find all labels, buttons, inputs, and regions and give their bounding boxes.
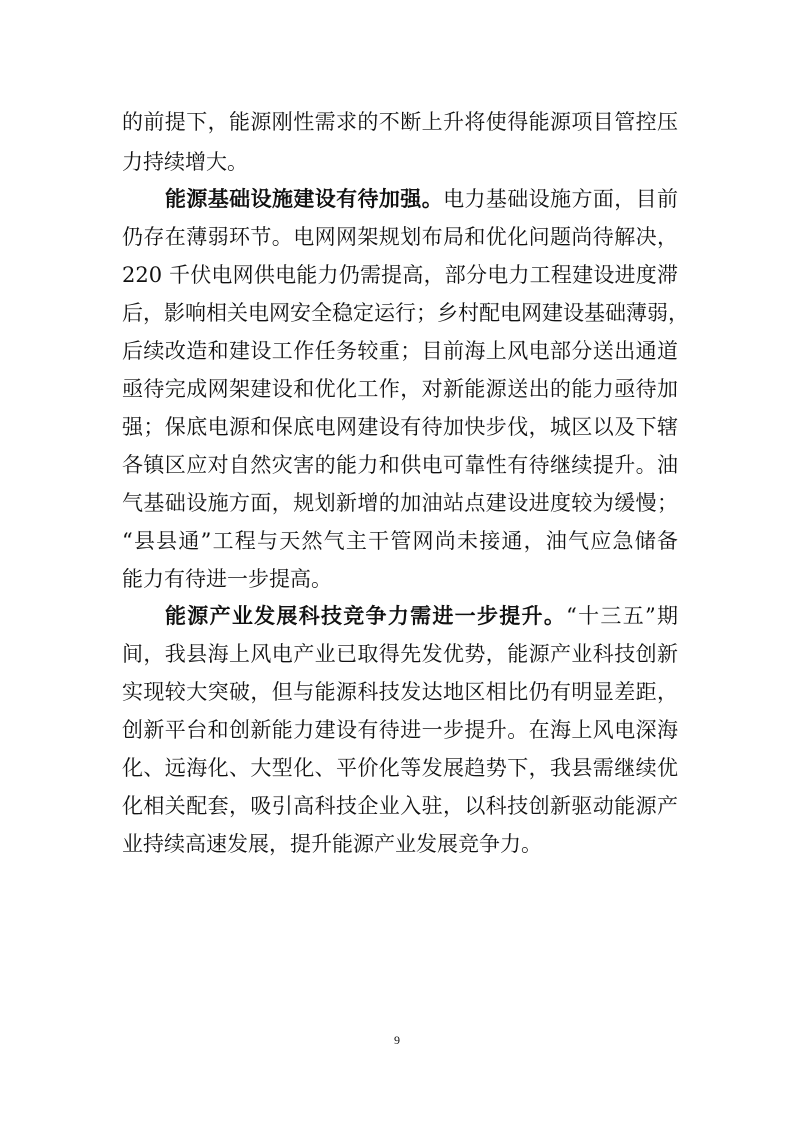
- paragraph-text: 电力基础设施方面，目前: [443, 187, 679, 211]
- paragraph-first-line: [165, 179, 678, 219]
- paragraph-line: 能力有待进一步提高。: [122, 567, 332, 591]
- paragraph-line: 后续改造和建设工作任务较重；目前海上风电部分送出通道: [122, 339, 678, 363]
- paragraph-line: 力持续增大。: [122, 150, 248, 174]
- page-number: 9: [394, 1033, 400, 1047]
- paragraph-line: 的前提下，能源刚性需求的不断上升将使得能源项目管控压: [122, 110, 678, 134]
- paragraph-first-line: [165, 596, 678, 636]
- paragraph-line: 业持续高速发展，提升能源产业发展竞争力。: [122, 832, 542, 856]
- paragraph-line: 化、远海化、大型化、平价化等发展趋势下，我县需继续优: [122, 756, 678, 780]
- paragraph-line: 化相关配套，吸引高科技企业入驻，以科技创新驱动能源产: [122, 794, 678, 818]
- paragraph-line: 创新平台和创新能力建设有待进一步提升。在海上风电深海: [122, 718, 678, 742]
- paragraph-line: 气基础设施方面，规划新增的加油站点建设进度较为缓慢；: [122, 491, 678, 515]
- paragraph-line: 各镇区应对自然灾害的能力和供电可靠性有待继续提升。油: [122, 453, 678, 477]
- paragraph-line: 后，影响相关电网安全稳定运行；乡村配电网建设基础薄弱，: [122, 301, 689, 325]
- paragraph-line: 强；保底电源和保底电网建设有待加快步伐，城区以及下辖: [122, 415, 678, 439]
- section-heading: 能源产业发展科技竞争力需进一步提升。: [165, 604, 567, 628]
- paragraph-line: 亟待完成网架建设和优化工作，对新能源送出的能力亟待加: [122, 377, 678, 401]
- paragraph-line: “县县通”工程与天然气主干管网尚未接通，油气应急储备: [122, 529, 678, 553]
- paragraph-line: 220 千伏电网供电能力仍需提高，部分电力工程建设进度滞: [122, 263, 678, 287]
- paragraph-line: 仍存在薄弱环节。电网网架规划布局和优化问题尚待解决，: [122, 225, 678, 249]
- paragraph-line: 实现较大突破，但与能源科技发达地区相比仍有明显差距，: [122, 680, 678, 704]
- paragraph-line: 间，我县海上风电产业已取得先发优势，能源产业科技创新: [122, 642, 678, 666]
- paragraph-text: “十三五”期: [566, 604, 678, 628]
- section-heading: 能源基础设施建设有待加强。: [165, 187, 444, 211]
